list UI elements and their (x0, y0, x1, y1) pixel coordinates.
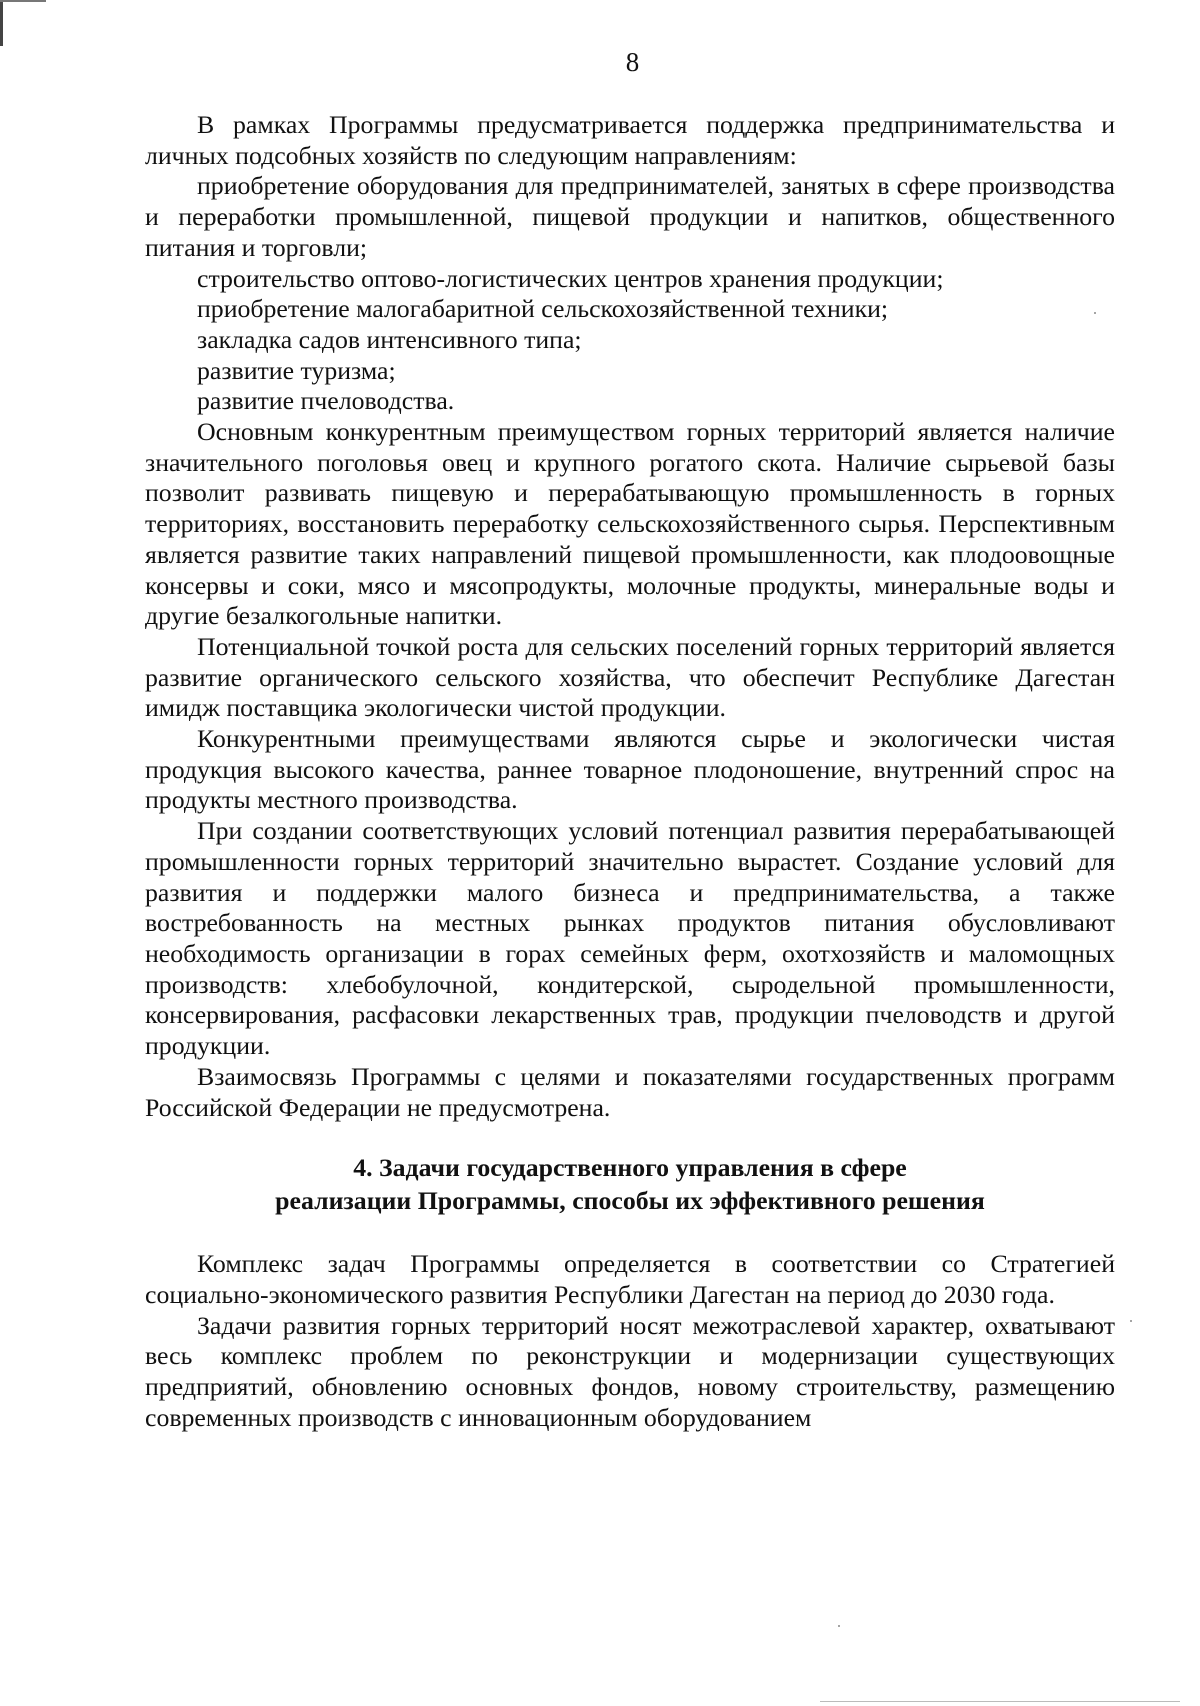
list-item: приобретение оборудования для предпринимателей, занятых в сфере производства и переработки промышленной, пищевой продукции и напитков, общественного питания и торговли; (145, 171, 1115, 262)
list-item: строительство оптово-логистических центров хранения продукции; (197, 263, 944, 293)
paragraph: Конкурентными преимуществами являются сырье и экологически чистая продукция высокого качества, раннее товарное плодоношение, внутренний спрос на продукты местного производства. (145, 724, 1115, 815)
scan-bottom-line (820, 1701, 1180, 1702)
section-heading-line-1: 4. Задачи государственного управления в сфере (353, 1153, 907, 1183)
scan-speck (838, 1625, 840, 1627)
paragraph: Потенциальной точкой роста для сельских поселений горных территорий является развитие органического сельского хозяйства, что обеспечит Республике Дагестан имидж поставщика экологически чистой продукции. (145, 631, 1115, 723)
paragraph: Взаимосвязь Программы с целями и показателями государственных программ Российской Федерации не предусмотрена. (145, 1061, 1115, 1122)
list-item: развитие туризма; (197, 355, 396, 385)
section-heading-line-2: реализации Программы, способы их эффективного решения (275, 1186, 985, 1216)
list-item: приобретение малогабаритной сельскохозяйственной техники; (197, 294, 889, 324)
list-item: закладка садов интенсивного типа; (197, 324, 582, 354)
paragraph: Основным конкурентным преимуществом горных территорий является наличие значительного поголовья овец и крупного рогатого скота. Наличие сырьевой базы позволит развивать пищевую и перерабатывающую промышленность в горных территориях, восстановить переработку сельскохозяйственного сырья. Перспективным является развитие таких направлений пищевой промышленности, как плодоовощные консервы и соки, мясо и мясопродукты, молочные продукты, минеральные воды и другие безалкогольные напитки. (145, 417, 1115, 631)
scan-speck (1130, 1320, 1132, 1322)
page-number: 8 (625, 47, 640, 77)
paragraph: Комплекс задач Программы определяется в соответствии со Стратегией социально-экономического развития Республики Дагестан на период до 2030 года. (145, 1249, 1115, 1309)
paragraph: Задачи развития горных территорий носят межотраслевой характер, охватывают весь комплекс проблем по реконструкции и модернизации существующих предприятий, обновлению основных фондов, новому строительству, размещению современных производств с инновационным оборудованием (145, 1310, 1115, 1432)
list-item: развитие пчеловодства. (197, 386, 455, 416)
paragraph: В рамках Программы предусматривается поддержка предпринимательства и личных подсобных хозяйств по следующим направлениям: (145, 110, 1115, 170)
scan-speck (1094, 312, 1096, 314)
scan-edge-mark-top (0, 0, 46, 2)
document-body (145, 110, 1115, 1433)
section-heading (145, 1151, 1115, 1217)
scan-edge-mark (0, 0, 3, 46)
paragraph: При создании соответствующих условий потенциал развития перерабатывающей промышленности горных территорий значительно вырастет. Создание условий для развития и поддержки малого бизнеса и предпринимательства, а также востребованность на местных рынках продуктов питания обусловливают необходимость организации в горах семейных ферм, охотхозяйств и маломощных производств: хлебобулочной, кондитерской, сыродельной промышленности, консервирования, расфасовки лекарственных трав, продукции пчеловодств и другой продукции. (145, 816, 1115, 1061)
